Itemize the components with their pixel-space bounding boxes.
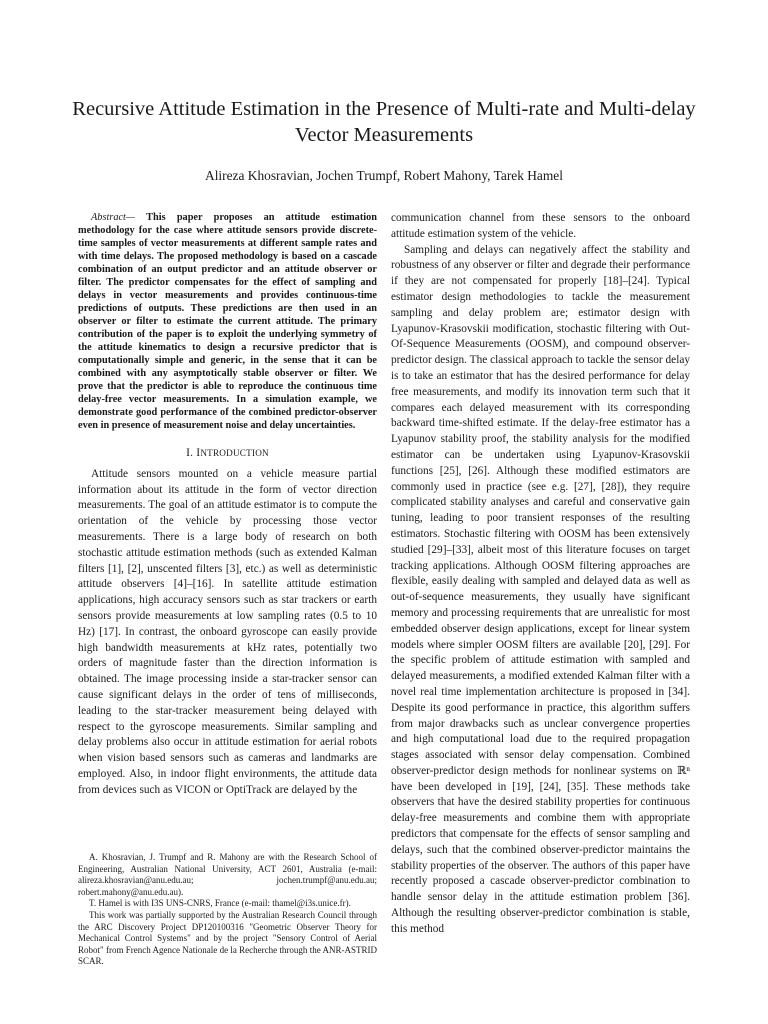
abstract-label: Abstract—	[91, 212, 136, 223]
intro-paragraph-continued: communication channel from these sensors to the onboard attitude estimation system of the vehicle.	[391, 212, 690, 240]
right-column	[391, 211, 690, 938]
section-title: INTRODUCTION	[196, 447, 269, 459]
footnote-affiliation-anu: A. Khosravian, J. Trumpf and R. Mahony are with the Research School of Engineering, Australian National University, ACT 2601, Australia (e-mail: alireza.khosravian@anu.edu.au; jochen.trumpf@anu.edu.au; robert.mahony@anu.edu.au).	[78, 852, 377, 897]
left-column	[78, 211, 377, 799]
paper-title: Recursive Attitude Estimation in the Presence of Multi-rate and Multi-delay Vector Measurements	[72, 98, 696, 146]
footnote-funding: This work was partially supported by the Australian Research Council through the ARC Discovery Project DP120100316 "Geometric Observer Theory for Mechanical Control Systems" and by the project "Sensory Control of Aerial Robot" from French Agence Nationale de la Recherche through the ANR-ASTRID SCAR.	[78, 909, 377, 967]
section-number: I.	[186, 447, 194, 459]
intro-paragraph-1: Attitude sensors mounted on a vehicle measure partial information about its attitude in the form of vector direction measurements. The goal of an attitude estimator is to compute the orientation of the vehicle by processing those vector measurements. There is a large body of research on both stochastic attitude estimation methods (such as extended Kalman filters [1], [2], unscented filters [3], etc.) as well as deterministic attitude observers [4]–[16]. In satellite attitude estimation applications, high accuracy sensors such as star trackers or earth sensors provide measurements at low sampling rates (0.5 to 10 Hz) [17]. In contrast, the onboard gyroscope can easily provide high bandwidth measurements at kHz rates, potentially two orders of magnitude faster than the direction information is obtained. The image processing inside a star-tracker sensor can cause significant delays in the order of tens of milliseconds, leading to the star-tracker measurement being delayed with respect to the gyroscope measurements. Similar sampling and delay problems also occur in attitude estimation for aerial robots when vision based sensors such as cameras and landmarks are employed. Also, in indoor flight environments, the attitude data from devices such as VICON or OptiTrack are delayed by the	[78, 467, 377, 796]
footnote-affiliation-i3s: T. Hamel is with I3S UNS-CNRS, France (e-mail: thamel@i3s.unice.fr).	[89, 898, 351, 909]
abstract-text: This paper proposes an attitude estimation methodology for the case where attitude sensors provide discrete-time samples of vector measurements at different sample rates and with time delays. The proposed methodology is based on a cascade combination of an output predictor and an attitude observer or filter. The predictor compensates for the effect of sampling and delays in vector measurements and provides continuous-time predictions of outputs. These predictions are then used in an observer or filter to estimate the current attitude. The primary contribution of the paper is to exploit the underlying symmetry of the attitude kinematics to design a recursive predictor that is computationally simple and generic, in the sense that it can be combined with any asymptotically stable observer or filter. We prove that the predictor is able to reproduce the continuous time delay-free vector measurements. In a simulation example, we demonstrate good performance of the combined predictor-observer even in presence of measurement noise and delay uncertainties.	[78, 212, 377, 431]
intro-paragraph-2: Sampling and delays can negatively affect the stability and robustness of any observer or filter and degrade their performance if they are not compensated for properly [18]–[24]. Typical estimator design methodologies to tackle the measurement sampling and delay problem are; estimator design with Lyapunov-Krasovskii modification, stochastic filtering with Out-Of-Sequence Measurements (OOSM), and compound observer-predictor design. The classical approach to tackle the sensor delay is to take an estimator that has the desired performance for delay free measurements, and modify its innovation term such that it compares each delayed measurement with its corresponding backward time-shifted estimate. If the delay-free estimator has a Lyapunov stability proof, the stability analysis for the modified estimator can be undertaken using Lyapunov-Krasovskii functions [25], [26]. Although these modified estimators are commonly used in practice (see e.g. [27], [28]), they require complicated stability analyses and careful and conservative gain tuning, leading to poor transient responses of the resulting estimators. Stochastic filtering with OOSM has been extensively studied [29]–[33], albeit most of this literature focuses on target tracking applications. Although OOSM filtering approaches are flexible, easily dealing with sampled and delayed data as well as out-of-sequence measurements, they usually have significant memory and processing requirements that are unrealistic for most embedded observer design applications, except for linear system models where simpler OOSM filters are available [20], [29]. For the specific problem of attitude estimation with sampled and delayed measurements, a modified extended Kalman filter with a novel real time implementation architecture is proposed in [34]. Despite its good performance in practice, this algorithm suffers from major drawbacks such as unclear convergence properties and high computational load due to the required propagation stages associated with sensor delay compensation. Combined observer-predictor design methods for nonlinear systems on ℝⁿ have been developed in [19], [24], [35]. These methods take observers that have the desired stability properties for continuous delay-free measurements and combine them with appropriate predictors that compensate for the effects of sensor sampling and delays, such that the combined observer-predictor maintains the stability properties of the observer. The authors of this paper have recently proposed a cascade observer-predictor combination to handle sensor delay in the attitude estimation problem [36]. Although the resulting observer-predictor combination is stable, this method	[391, 243, 690, 935]
author-list: Alireza Khosravian, Jochen Trumpf, Robert Mahony, Tarek Hamel	[205, 168, 563, 183]
footnotes	[78, 852, 377, 968]
abstract	[78, 211, 377, 432]
section-heading-introduction	[78, 446, 377, 462]
